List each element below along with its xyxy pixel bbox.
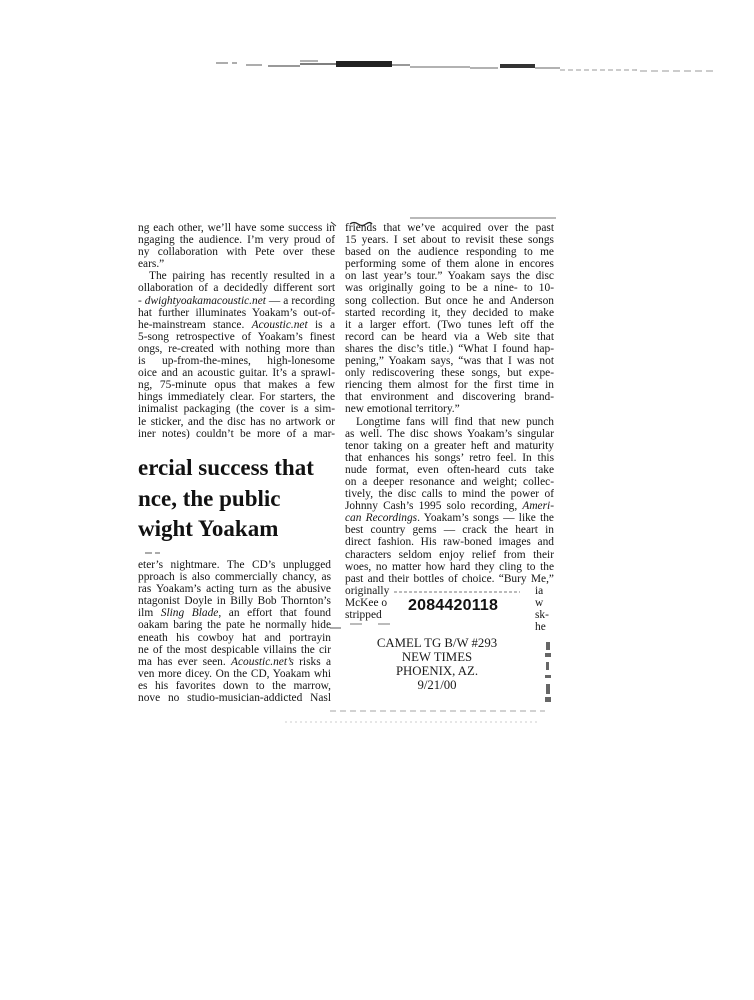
text-line <box>345 391 554 403</box>
text-line <box>345 573 554 585</box>
text-run: direct fashion. His raw-boned images and <box>345 536 554 549</box>
text-line <box>138 632 331 644</box>
text-line <box>345 270 554 282</box>
text-line <box>138 656 331 668</box>
text-run: ne of the most despicable villains the cir <box>138 643 331 656</box>
text-line <box>138 282 335 294</box>
text-line <box>345 428 554 440</box>
text-run: ma has ever seen. <box>138 655 232 668</box>
text-line <box>345 416 554 428</box>
text-run: only rediscovering these songs, but expe- <box>345 367 554 380</box>
text-run: tively, the disc calls to mind the power of <box>345 488 554 501</box>
top-scan-streaks <box>216 61 715 71</box>
text-line <box>345 282 554 294</box>
text-line <box>345 355 554 367</box>
text-line <box>345 222 554 234</box>
stamp-mark <box>545 653 551 657</box>
text-line <box>345 403 554 415</box>
text-run: originally <box>345 584 390 597</box>
pull-quote <box>138 453 333 545</box>
stamp-mark <box>546 662 549 670</box>
text-run: new emotional territory.” <box>345 403 460 416</box>
stamp-mark <box>545 675 551 678</box>
text-line <box>345 319 554 331</box>
source-info-label <box>345 630 535 716</box>
text-run: eter’s nightmare. The CD’s unplugged <box>138 559 331 571</box>
italic-text-run: Acoustic.net <box>251 318 308 331</box>
line-end-fragment: w <box>535 597 544 610</box>
text-run: shares the disc’s title.) “What I found hap- <box>345 342 554 355</box>
text-run: that environment and discovering brand- <box>345 391 554 404</box>
text-line <box>345 258 554 270</box>
scan-streak-heavy <box>336 61 392 67</box>
text-line <box>138 355 335 367</box>
text-line <box>345 234 554 246</box>
text-run: characters seldom enjoy relief from their <box>345 548 554 561</box>
text-line <box>345 331 554 343</box>
text-run: friends that we’ve acquired over the past <box>345 222 554 234</box>
stamp-mark <box>546 642 550 650</box>
text-line <box>345 561 554 573</box>
left-column-upper-text <box>138 222 335 440</box>
text-line <box>138 270 335 282</box>
text-line <box>138 295 335 307</box>
text-run: nove no studio-musician-addicted Nasl <box>138 692 331 705</box>
text-run: ntagonist Doyle in Billy Bob Thornton’s <box>138 595 331 608</box>
line-end-fragment: sk- <box>535 609 549 622</box>
text-run: 5-song retrospective of Yoakam’s finest <box>138 330 335 343</box>
text-line <box>345 476 554 488</box>
text-run: tenor taking on a greater heft and maturity <box>345 439 554 452</box>
text-run: is a <box>307 318 335 331</box>
italic-text-run: Sling Blade <box>160 607 219 620</box>
text-line <box>138 607 331 619</box>
text-line <box>138 307 335 319</box>
text-line <box>138 367 335 379</box>
label-line-publication: NEW TIMES <box>401 650 473 664</box>
document-id-number: 2084420118 <box>408 597 499 614</box>
line-end-fragment: ia <box>535 585 544 597</box>
text-line <box>345 524 554 536</box>
text-run: riencing them almost for the first time in <box>345 379 554 392</box>
pull-quote-line: nce, the public <box>138 485 281 511</box>
text-run: ilm <box>138 607 161 620</box>
text-run: . Yoakam’s songs — like the <box>417 512 554 525</box>
text-run: best country gems — crack the heart in <box>345 524 554 537</box>
text-run: pproach is also commercially chancy, as <box>138 571 331 584</box>
line-end-fragment: he <box>535 621 546 634</box>
text-line <box>138 559 331 571</box>
text-run: Longtime fans will find that new punch <box>356 415 554 428</box>
label-line-location: PHOENIX, AZ. <box>395 664 479 678</box>
text-run: McKee o <box>345 596 388 609</box>
text-run: that enhances his songs’ retro feel. In this <box>345 451 554 464</box>
text-run: — a recording <box>265 294 335 307</box>
text-run: ollaboration of a decidedly different sort <box>138 282 335 295</box>
text-run: on last year’s tour.” Yoakam says the disc <box>345 270 554 283</box>
text-line <box>345 379 554 391</box>
text-run: iner notes) couldn’t be more of a mar- <box>138 427 335 440</box>
italic-text-run: Ameri- <box>522 500 554 513</box>
italic-text-run: Acoustic.net’s <box>231 655 294 668</box>
text-line <box>345 549 554 561</box>
text-line <box>138 595 331 607</box>
text-line <box>138 680 331 692</box>
text-run: inimalist packaging (the cover is a sim- <box>138 403 335 416</box>
text-run: ny collaboration with Pete over these <box>138 246 335 259</box>
text-line <box>138 692 331 704</box>
text-run: oakam baring the pate he normally hide <box>138 619 331 632</box>
text-run: record can be heard via a Web site that <box>345 330 554 343</box>
text-run: eneath his cowboy hat and portrayin <box>138 631 331 644</box>
text-run: - <box>138 294 145 307</box>
text-line <box>138 619 331 631</box>
text-run: ven more dicey. On the CD, Yoakam whi <box>138 667 331 680</box>
text-run: as well. The disc shows Yoakam’s singular <box>345 427 554 440</box>
text-run: ongs, re-created with nothing more than <box>138 342 335 355</box>
text-line <box>138 331 335 343</box>
margin-stamp-marks <box>545 642 551 702</box>
stamp-mark <box>546 684 550 694</box>
text-line <box>345 452 554 464</box>
text-line <box>138 258 335 270</box>
text-run: ras Yoakam’s acting turn as the abusive <box>138 583 331 596</box>
text-run: Johnny Cash’s 1995 solo recording, <box>345 500 523 513</box>
text-run: ng, 75-minute opus that makes a few <box>138 379 335 392</box>
text-run: he-mainstream stance. <box>138 318 252 331</box>
text-run: oice and an acoustic guitar. It’s a sprawl- <box>138 367 335 380</box>
text-line <box>138 343 335 355</box>
text-run: risks a <box>293 655 331 668</box>
text-line <box>138 416 335 428</box>
text-run: le sticker, and the disc has no artwork or <box>138 415 335 428</box>
text-run: nude format, even often-heard cuts take <box>345 463 554 476</box>
pull-quote-line: ercial success that <box>138 455 314 480</box>
text-line <box>138 668 331 680</box>
text-run: song collection. But once he and Anderson <box>345 294 554 307</box>
text-line <box>138 234 335 246</box>
text-run: was originally going to be a nine- to 10- <box>345 282 554 295</box>
text-run: pening,” Yoakam says, “was that I was not <box>345 355 554 368</box>
text-line <box>345 512 554 524</box>
text-line <box>138 571 331 583</box>
left-column-lower-text <box>138 559 331 704</box>
text-run: , an effort that found <box>218 607 331 620</box>
label-line-brand: CAMEL TG B/W #293 <box>376 636 498 650</box>
text-line <box>345 536 554 548</box>
text-run: it a larger effort. (Two tunes left off the <box>345 318 554 331</box>
text-line <box>138 644 331 656</box>
text-run: ngaging the audience. I’m very proud of <box>138 234 335 247</box>
text-line <box>345 343 554 355</box>
text-line <box>138 403 335 415</box>
text-line <box>138 222 335 234</box>
stamp-mark <box>545 697 551 702</box>
text-line <box>138 319 335 331</box>
text-line <box>345 464 554 476</box>
text-run: The pairing has recently resulted in a <box>149 270 335 283</box>
text-line <box>345 488 554 500</box>
text-run: started recording it, they decided to make <box>345 306 554 319</box>
right-column-line-end-fragments <box>535 585 551 633</box>
text-run: past and their bottles of choice. “Bury Me,” <box>345 572 554 585</box>
text-line <box>138 379 335 391</box>
text-run: on a deeper resonance and weight; collec- <box>345 475 554 488</box>
text-line <box>138 428 335 440</box>
text-line <box>345 440 554 452</box>
text-run: is up-from-the-mines, high-lonesome <box>138 355 335 368</box>
text-line <box>138 583 331 595</box>
pull-quote-line: wight Yoakam <box>138 516 279 541</box>
text-run: hat further illuminates Yoakam’s out-of- <box>138 306 335 319</box>
italic-text-run: dwightyoakamacoustic.net <box>144 294 266 307</box>
text-line <box>138 391 335 403</box>
text-run: es his favorites down to the marrow, <box>138 679 331 692</box>
text-run: ng each other, we’ll have some success in <box>138 222 335 234</box>
scan-streak-heavy <box>500 64 535 68</box>
text-run: 15 years. I set about to revisit these songs <box>345 234 554 247</box>
text-line <box>345 307 554 319</box>
document-id-label <box>393 595 533 624</box>
text-run: woes, no matter how hard they cling to the <box>345 560 554 573</box>
text-line <box>345 367 554 379</box>
text-run: performing some of them alone in encores <box>345 258 554 271</box>
italic-text-run: can Recordings <box>345 512 418 525</box>
text-run: ears.” <box>138 258 165 271</box>
text-run: stripped <box>345 609 382 621</box>
text-run: hings immediately clear. For starters, the <box>138 391 335 404</box>
text-line <box>138 246 335 258</box>
text-line <box>345 295 554 307</box>
right-column-text <box>345 222 554 621</box>
text-line <box>345 246 554 258</box>
text-line <box>345 500 554 512</box>
text-run: based on the audience responding to me <box>345 246 554 259</box>
label-line-date: 9/21/00 <box>417 678 457 692</box>
